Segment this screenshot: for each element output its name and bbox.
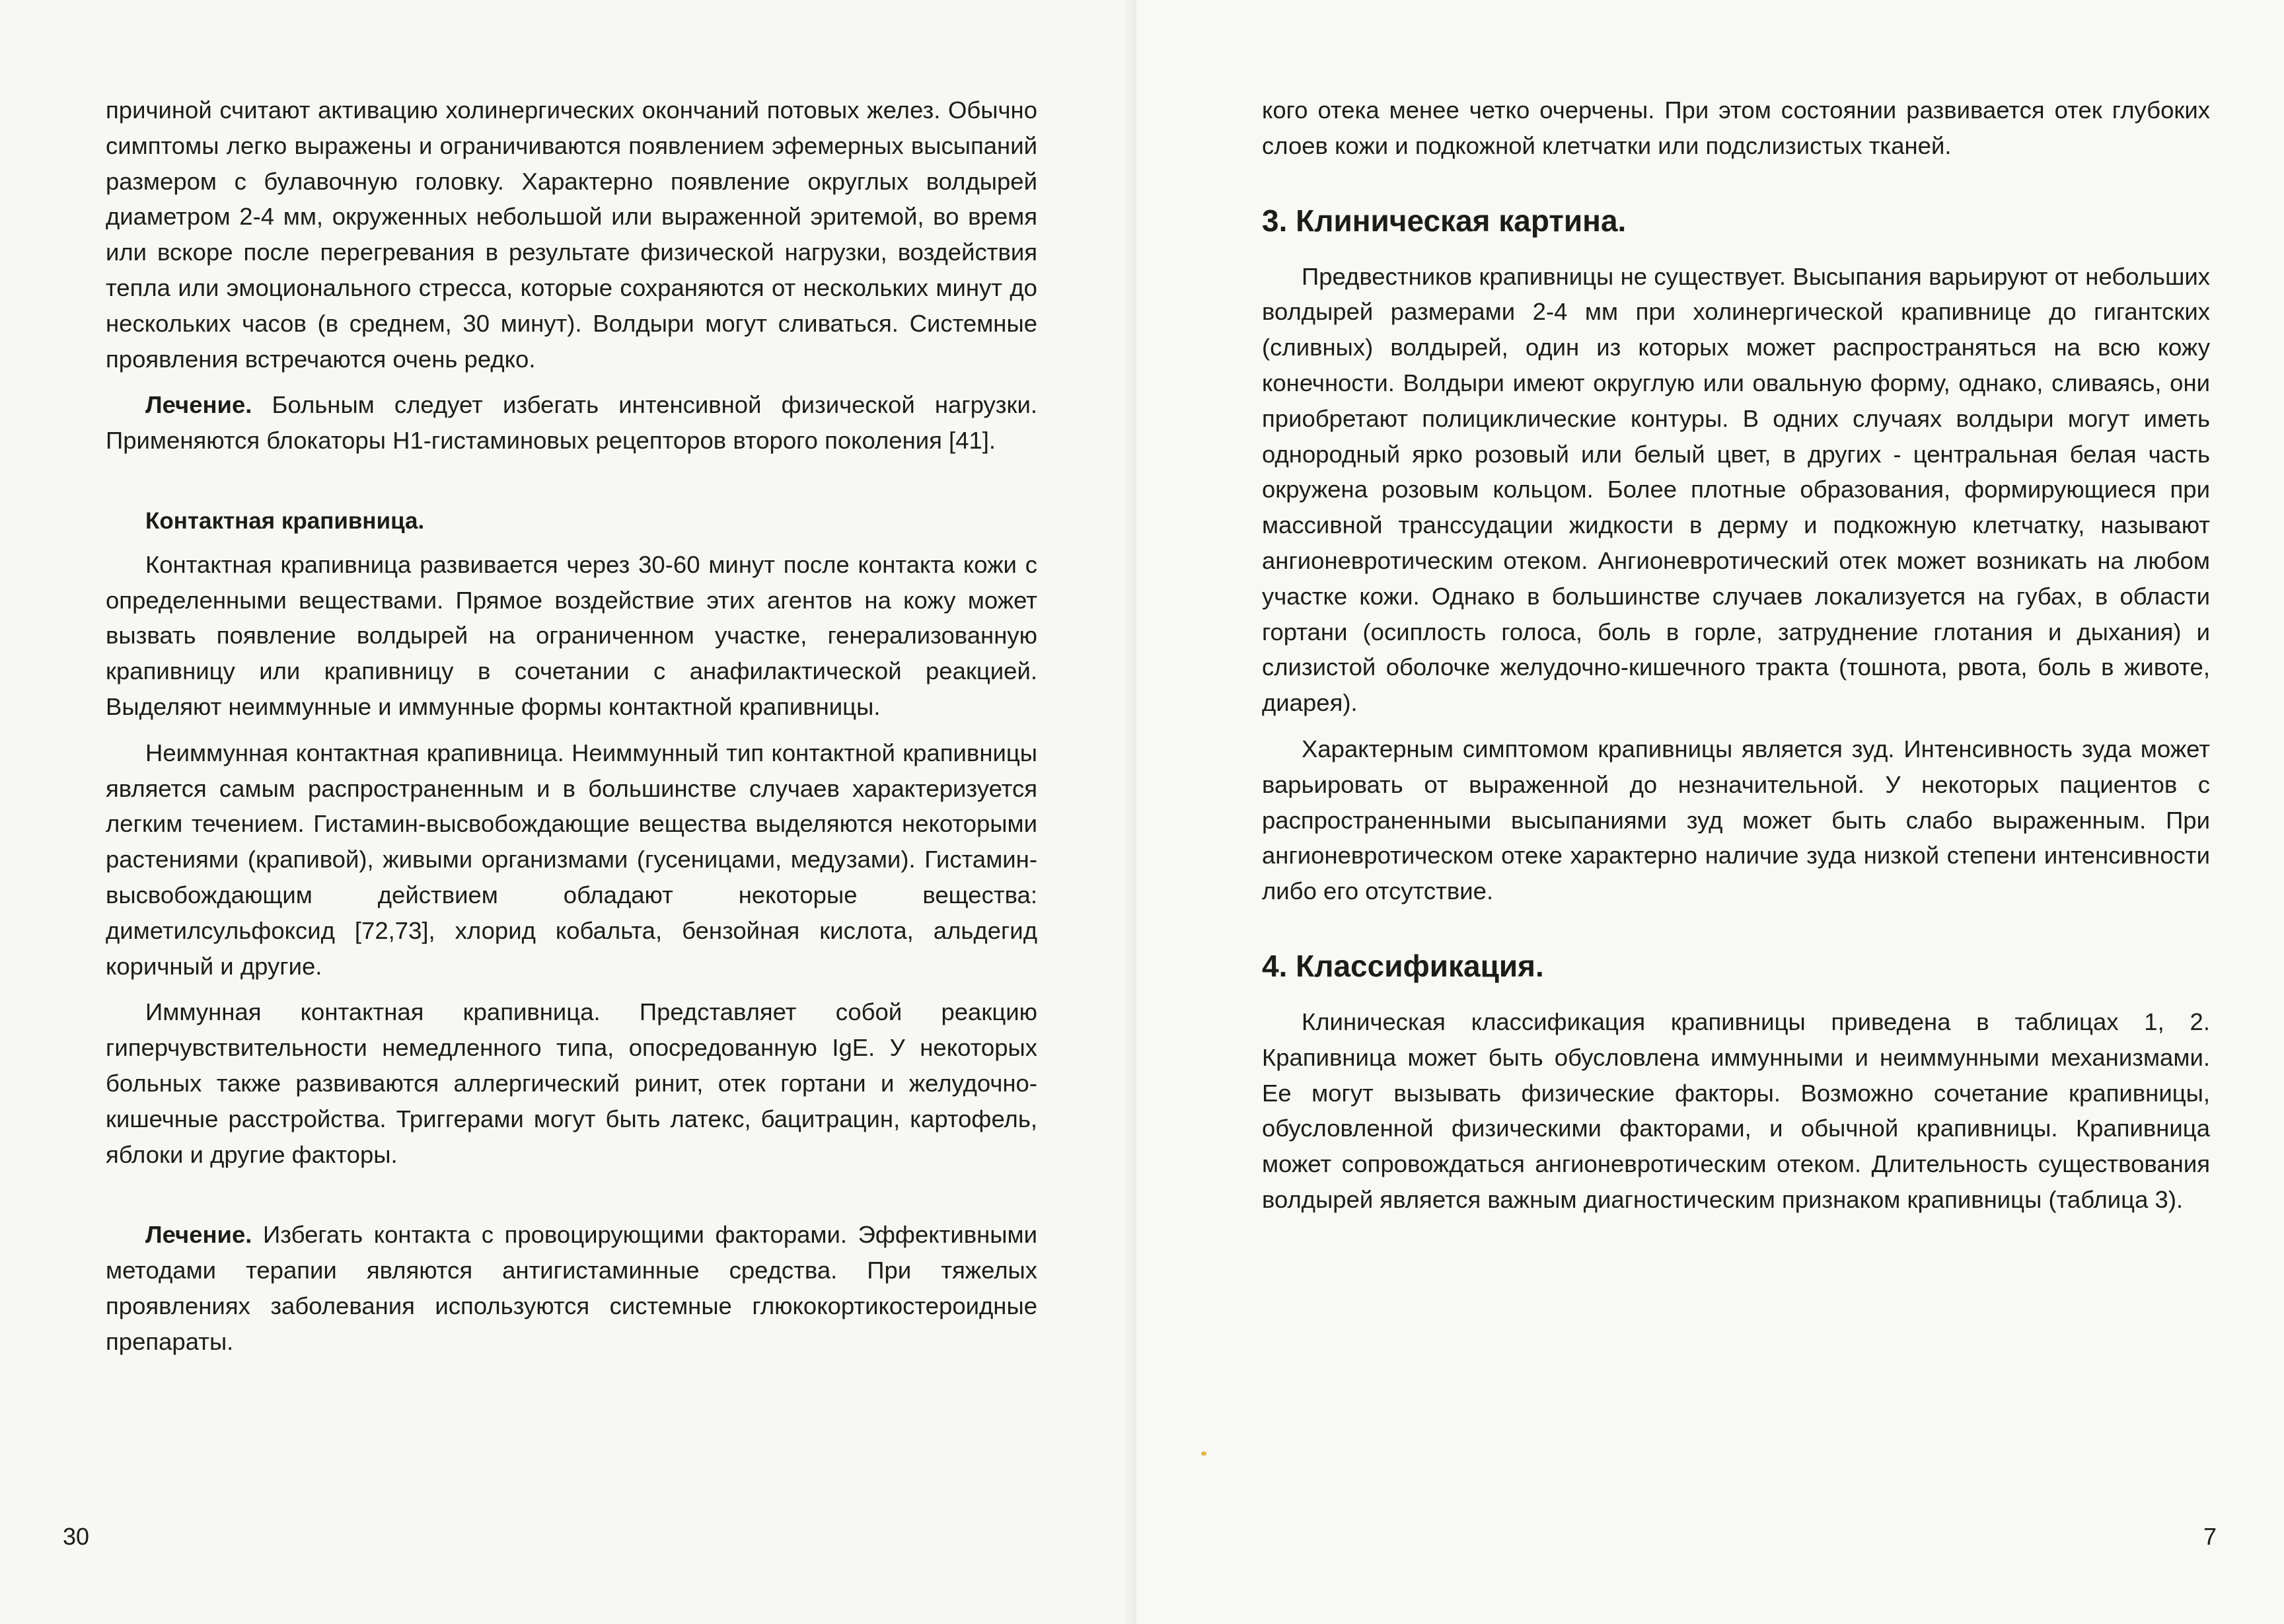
left-page xyxy=(0,0,1136,1624)
paper-speck xyxy=(1201,1452,1206,1456)
treatment-text: Больным следует избегать интенсивной физической нагрузки. Применяются блокаторы Н1-гистаминовых рецепторов второго поколения [41]. xyxy=(106,391,1037,455)
left-paragraph-2: Контактная крапивница развивается через 30-60 минут после контакта кожи с определенными веществами. Прямое воздействие этих агентов на кожу может вызвать появление волдырей на ограниченном участке, генерализованную крапивницу или крапивницу в сочетании с анафилактической реакцией. Выделяют неиммунные и иммунные формы контактной крапивницы. xyxy=(106,550,1037,720)
left-paragraph-0: причиной считают активацию холинергических окончаний потовых желез. Обычно симптомы легко выражены и ограничиваются появлением эфемерных высыпаний размером с булавочную головку. Характерно появление округлых волдырей диаметром 2-4 мм, окруженных небольшой или выраженной эритемой, во время или вскоре после перегревания в результате физической нагрузки, воздействия тепла или эмоционального стресса, которые сохраняются от нескольких минут до нескольких часов (в среднем, 30 минут). Волдыри могут сливаться. Системные проявления встречаются очень редко. xyxy=(106,96,1037,373)
treatment-text: Избегать контакта с провоцирующими факторами. Эффективными методами терапии являются антигистаминные средства. При тяжелых проявлениях заболевания используются системные глюкокортикостероидные препараты. xyxy=(106,1221,1037,1355)
section-heading-4: 4. Классификация. xyxy=(1262,948,1544,983)
right-paragraph-2: Характерным симптомом крапивницы является зуд. Интенсивность зуда может варьировать от выраженной до незначительной. У некоторых пациентов с распространенными высыпаниями зуд может быть слабо выраженным. При ангионевротическом отеке характерно наличие зуда низкой степени интенсивности либо его отсутствие. xyxy=(1262,735,2210,905)
right-paragraph-1: Предвестников крапивницы не существует. Высыпания варьируют от небольших волдырей размерами 2-4 мм при холинергической крапивнице до гигантских (сливных) волдырей, один из которых может распространяться на всю кожу конечности. Волдыри имеют округлую или овальную форму, однако, сливаясь, они приобретают полициклические контуры. В одних случаях волдыри могут иметь однородный ярко розовый или белый цвет, в других - центральная белая часть окружена розовым кольцом. Более плотные образования, формирующиеся при массивной транссудации жидкости в дерму и подкожную клетчатку, называют ангионевротическим отеком. Ангионевротический отек может возникать на любом участке кожи. Однако в большинстве случаев локализуется на губах, в области гортани (осиплость голоса, боль в горле, затруднение глотания и дыхания) и слизистой оболочке желудочно-кишечного тракта (тошнота, рвота, боль в животе, диарея). xyxy=(1262,262,2210,717)
left-paragraph-3: Неиммунная контактная крапивница. Неиммунный тип контактной крапивницы является самым распространенным и в большинстве случаев характеризуется легким течением. Гистамин-высвобождающие вещества выделяются некоторыми растениями (крапивой), живыми организмами (гусеницами, медузами). Гистамин-высвобождающим действием обладают некоторые вещества: диметилсульфоксид [72,73], хлорид кобальта, бензойная кислота, альдегид коричный и другие. xyxy=(106,739,1037,980)
page-number-right: 7 xyxy=(2203,1523,2217,1550)
left-paragraph-4: Иммунная контактная крапивница. Представляет собой реакцию гиперчувствительности немедленного типа, опосредованную IgE. У некоторых больных также развиваются аллергический ринит, отек гортани и желудочно-кишечные расстройства. Триггерами могут быть латекс, бацитрацин, картофель, яблоки и другие факторы. xyxy=(106,998,1037,1168)
right-page xyxy=(1136,0,2284,1624)
contact-urticaria-subheading: Контактная крапивница. xyxy=(145,507,425,534)
section-heading-3: 3. Клиническая картина. xyxy=(1262,203,1627,238)
right-text-column xyxy=(1262,92,2210,1228)
right-paragraph-3: Клиническая классификация крапивницы приведена в таблицах 1, 2. Крапивница может быть обусловлена иммунными и неиммунными механизмами. Ее могут вызывать физические факторы. Возможно сочетание крапивницы, обусловленной физическими факторами, и обычной крапивницы. Крапивница может сопровождаться ангионевротическим отеком. Длительность существования волдырей является важным диагностическим признаком крапивницы (таблица 3). xyxy=(1262,1008,2210,1213)
treatment-label: Лечение. xyxy=(145,391,252,419)
page-number-left: 30 xyxy=(63,1523,90,1550)
treatment-label: Лечение. xyxy=(145,1221,252,1249)
left-text-column xyxy=(106,92,1037,1370)
right-paragraph-0: кого отека менее четко очерчены. При этом состоянии развивается отек глубоких слоев кожи и подкожной клетчатки или подслизистых тканей. xyxy=(1262,96,2210,159)
left-paragraph-treatment-1 xyxy=(106,387,1037,459)
left-paragraph-treatment-2 xyxy=(106,1217,1037,1359)
